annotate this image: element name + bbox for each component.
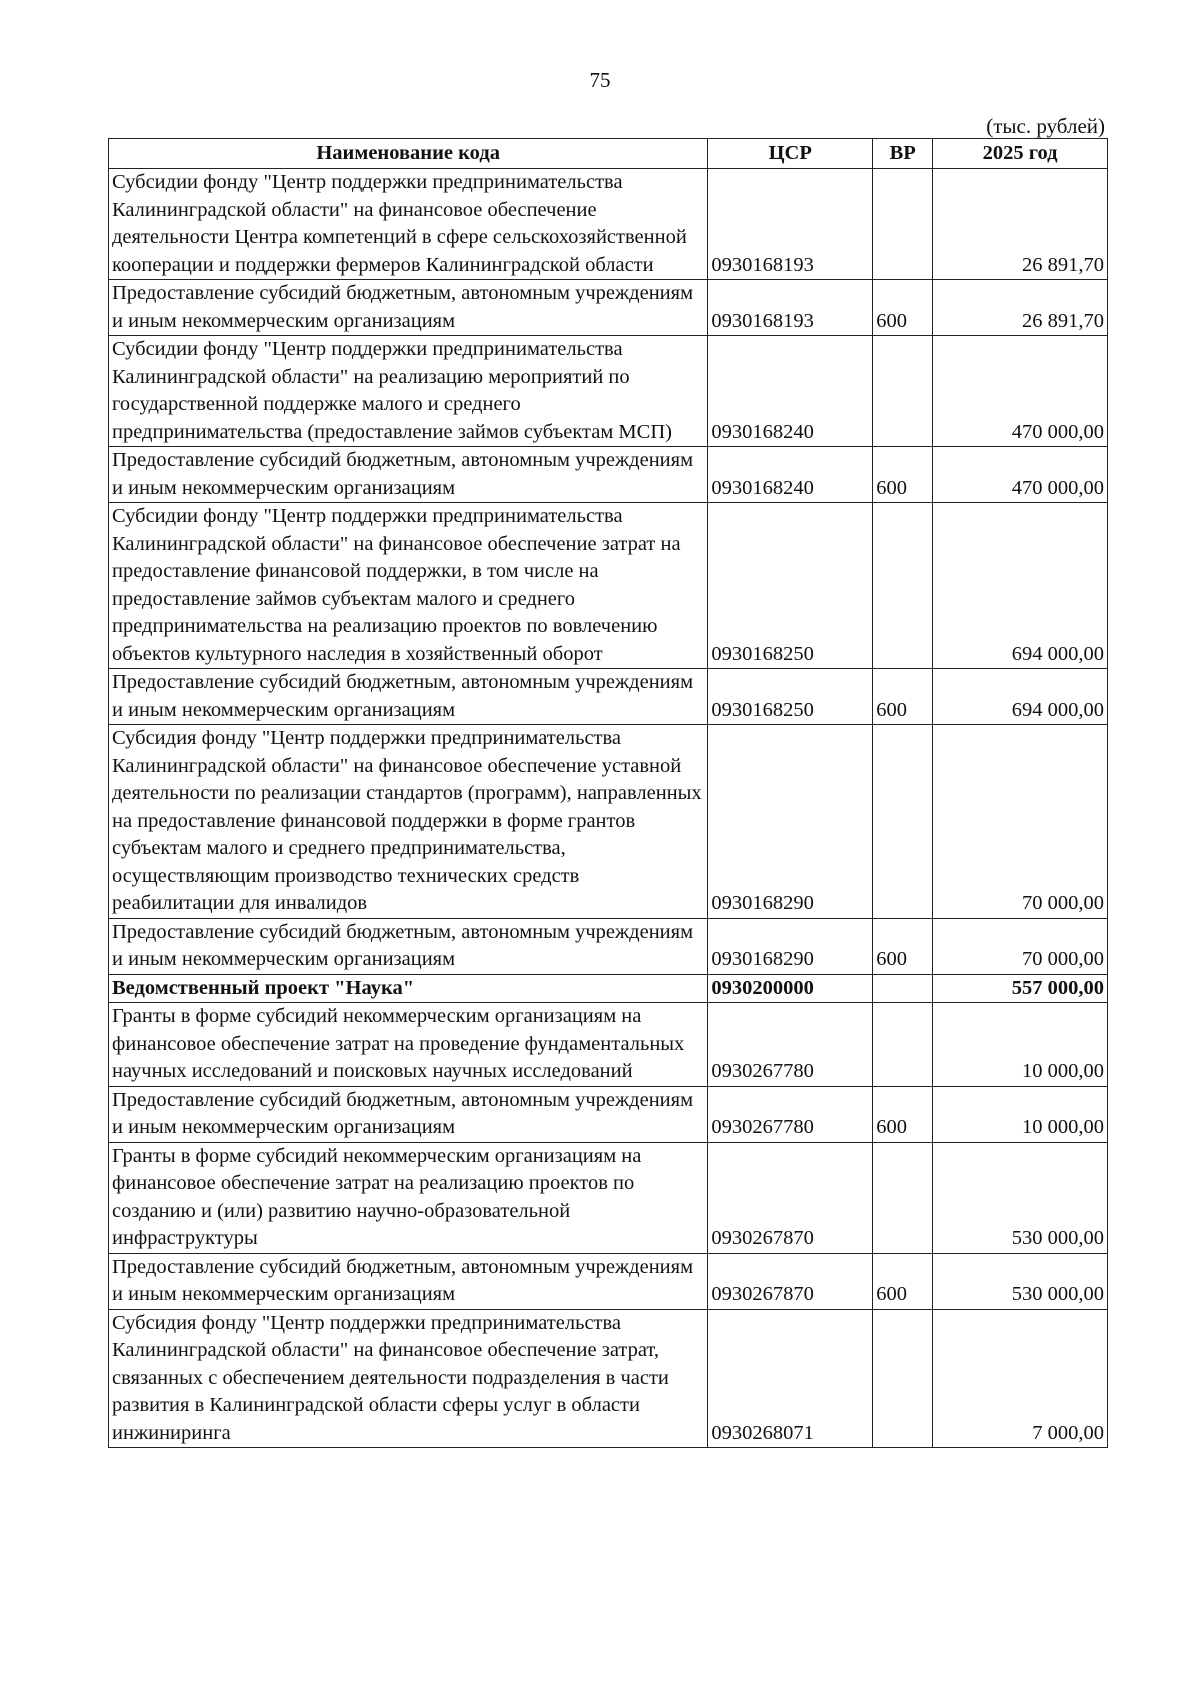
row-vr: 600 (873, 280, 933, 336)
row-amount: 70 000,00 (933, 725, 1108, 919)
row-csr: 0930168250 (708, 503, 873, 669)
table-header-row (109, 139, 1108, 169)
row-csr: 0930168240 (708, 336, 873, 447)
row-name: Гранты в форме субсидий некоммерческим организациям на финансовое обеспечение затрат на проведение фундаментальных научных исследований и поисковых научных исследований (109, 1003, 708, 1087)
row-csr: 0930267780 (708, 1086, 873, 1142)
row-name: Субсидии фонду "Центр поддержки предпринимательства Калининградской области" на финансовое обеспечение затрат на предоставление финансовой поддержки, в том числе на предоставление займов субъектам малого и среднего предпринимательства на реализацию проектов по вовлечению объектов культурного наследия в хозяйственный оборот (109, 503, 708, 669)
row-vr (873, 1003, 933, 1087)
row-name: Субсидия фонду "Центр поддержки предпринимательства Калининградской области" на финансовое обеспечение затрат, связанных с обеспечением деятельности подразделения в части развития в Калининградской области сферы услуг в области инжиниринга (109, 1309, 708, 1448)
units-label: (тыс. рублей) (986, 114, 1105, 138)
row-name: Предоставление субсидий бюджетным, автономным учреждениям и иным некоммерческим организациям (109, 1253, 708, 1309)
row-vr (873, 725, 933, 919)
row-amount: 70 000,00 (933, 918, 1108, 974)
row-vr (873, 503, 933, 669)
row-vr (873, 1309, 933, 1448)
table-row (109, 1253, 1108, 1309)
row-amount: 7 000,00 (933, 1309, 1108, 1448)
row-csr: 0930168250 (708, 669, 873, 725)
row-vr: 600 (873, 1253, 933, 1309)
row-csr: 0930268071 (708, 1309, 873, 1448)
row-amount: 470 000,00 (933, 336, 1108, 447)
table-row-section (109, 974, 1108, 1003)
row-vr: 600 (873, 918, 933, 974)
row-vr (873, 169, 933, 280)
row-amount: 530 000,00 (933, 1142, 1108, 1253)
row-vr: 600 (873, 447, 933, 503)
row-csr: 0930267870 (708, 1142, 873, 1253)
table-row (109, 447, 1108, 503)
row-name: Предоставление субсидий бюджетным, автономным учреждениям и иным некоммерческим организациям (109, 1086, 708, 1142)
row-vr (873, 974, 933, 1003)
row-csr: 0930168193 (708, 280, 873, 336)
table-row (109, 918, 1108, 974)
row-name: Предоставление субсидий бюджетным, автономным учреждениям и иным некоммерческим организациям (109, 918, 708, 974)
table-row (109, 1309, 1108, 1448)
row-name: Ведомственный проект "Наука" (109, 974, 708, 1003)
row-vr: 600 (873, 669, 933, 725)
table-row (109, 1003, 1108, 1087)
row-vr (873, 336, 933, 447)
row-csr: 0930168290 (708, 725, 873, 919)
row-amount: 470 000,00 (933, 447, 1108, 503)
row-csr: 0930267780 (708, 1003, 873, 1087)
row-amount: 10 000,00 (933, 1086, 1108, 1142)
row-csr: 0930168290 (708, 918, 873, 974)
row-amount: 26 891,70 (933, 280, 1108, 336)
row-name: Субсидии фонду "Центр поддержки предпринимательства Калининградской области" на финансовое обеспечение деятельности Центра компетенций в сфере сельскохозяйственной кооперации и поддержки фермеров Калининградской области (109, 169, 708, 280)
row-amount: 26 891,70 (933, 169, 1108, 280)
table-row (109, 336, 1108, 447)
table-row (109, 169, 1108, 280)
row-name: Предоставление субсидий бюджетным, автономным учреждениям и иным некоммерческим организациям (109, 447, 708, 503)
row-vr: 600 (873, 1086, 933, 1142)
table-row (109, 1086, 1108, 1142)
row-name: Субсидии фонду "Центр поддержки предпринимательства Калининградской области" на реализацию мероприятий по государственной поддержке малого и среднего предпринимательства (предоставление займов субъектам МСП) (109, 336, 708, 447)
page-number: 75 (589, 68, 611, 92)
table-row (109, 503, 1108, 669)
header-vr: ВР (873, 139, 933, 169)
row-amount: 530 000,00 (933, 1253, 1108, 1309)
table-row (109, 725, 1108, 919)
header-csr: ЦСР (708, 139, 873, 169)
row-name: Предоставление субсидий бюджетным, автономным учреждениям и иным некоммерческим организациям (109, 280, 708, 336)
row-csr: 0930267870 (708, 1253, 873, 1309)
row-name: Предоставление субсидий бюджетным, автономным учреждениям и иным некоммерческим организациям (109, 669, 708, 725)
header-amount: 2025 год (933, 139, 1108, 169)
table-row (109, 280, 1108, 336)
row-csr: 0930168193 (708, 169, 873, 280)
row-amount: 694 000,00 (933, 669, 1108, 725)
row-amount: 10 000,00 (933, 1003, 1108, 1087)
row-csr: 0930200000 (708, 974, 873, 1003)
row-amount: 557 000,00 (933, 974, 1108, 1003)
row-vr (873, 1142, 933, 1253)
budget-table (108, 138, 1108, 1448)
row-amount: 694 000,00 (933, 503, 1108, 669)
table-row (109, 669, 1108, 725)
header-name: Наименование кода (109, 139, 708, 169)
row-name: Субсидия фонду "Центр поддержки предпринимательства Калининградской области" на финансовое обеспечение уставной деятельности по реализации стандартов (программ), направленных на предоставление финансовой поддержки в форме грантов субъектам малого и среднего предпринимательства, осуществляющим производство технических средств реабилитации для инвалидов (109, 725, 708, 919)
table-row (109, 1142, 1108, 1253)
row-name: Гранты в форме субсидий некоммерческим организациям на финансовое обеспечение затрат на реализацию проектов по созданию и (или) развитию научно-образовательной инфраструктуры (109, 1142, 708, 1253)
row-csr: 0930168240 (708, 447, 873, 503)
